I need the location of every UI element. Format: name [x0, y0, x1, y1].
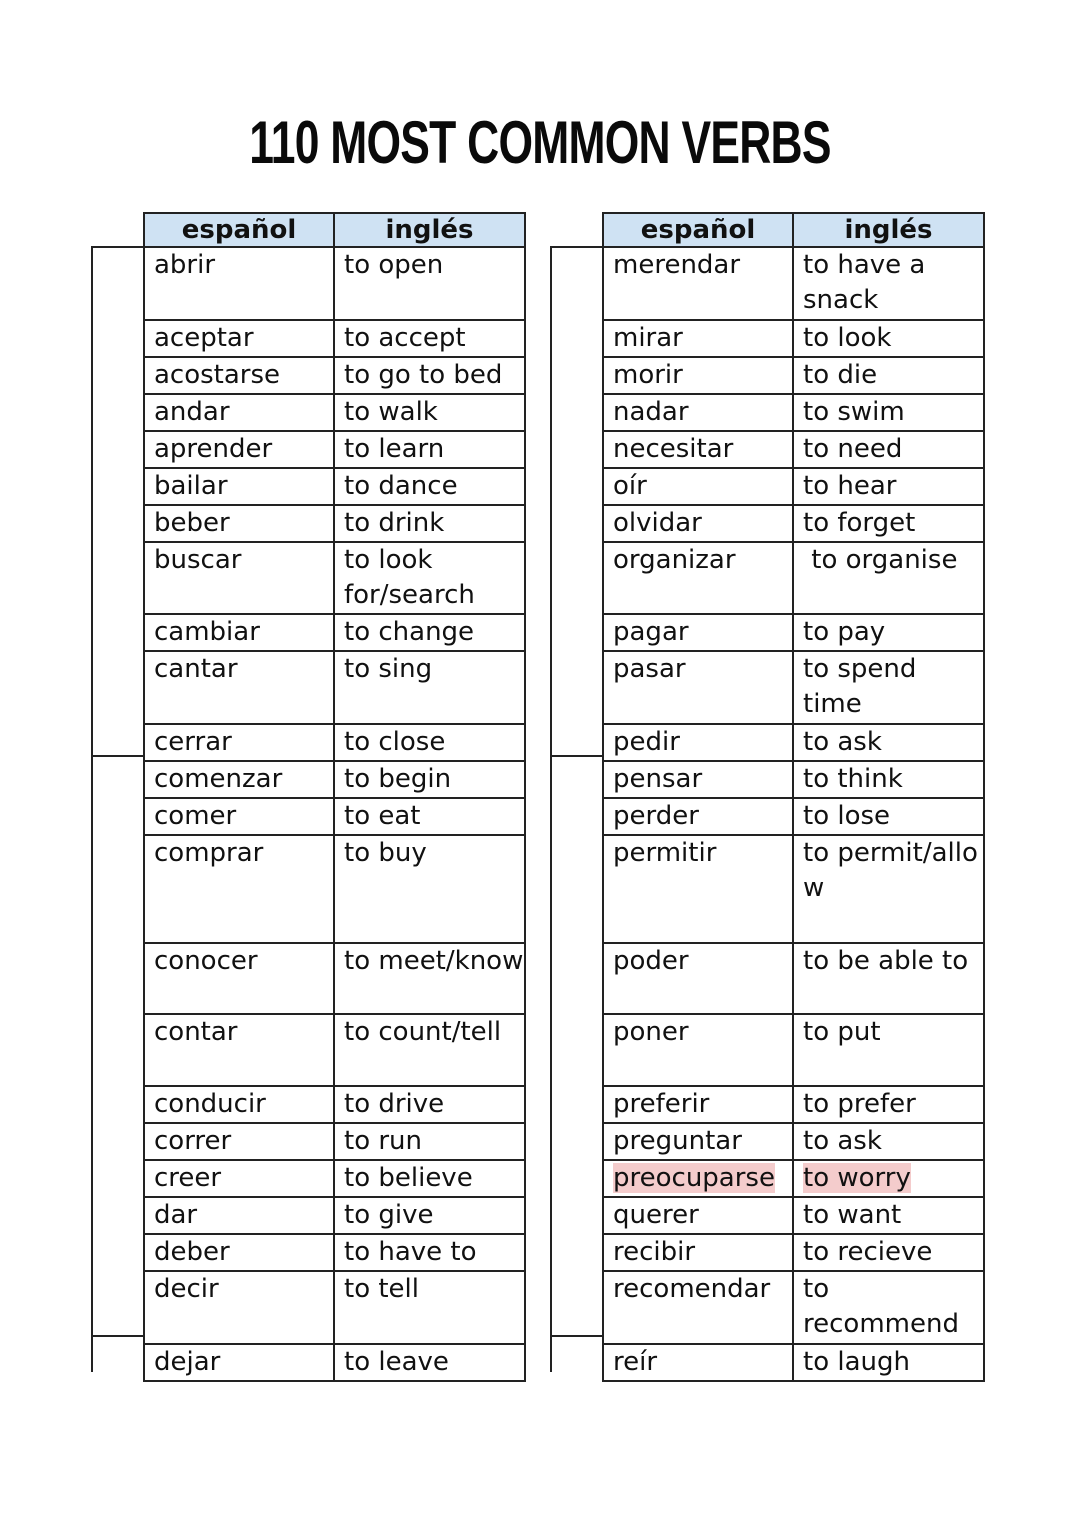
- english-translation: to dance: [334, 468, 525, 505]
- spanish-verb: poner: [603, 1014, 793, 1086]
- table-row: [603, 1234, 984, 1271]
- table-row: [144, 1197, 525, 1234]
- highlighted-text: to worry: [803, 1163, 911, 1193]
- table-row: [603, 247, 984, 320]
- table-row: [144, 761, 525, 798]
- table-row: [144, 542, 525, 614]
- table-row: [603, 542, 984, 614]
- spanish-verb: cantar: [144, 651, 334, 724]
- table-row: [144, 357, 525, 394]
- spanish-verb: deber: [144, 1234, 334, 1271]
- table-row: [144, 651, 525, 724]
- english-translation: to go to bed: [334, 357, 525, 394]
- english-translation: to walk: [334, 394, 525, 431]
- english-translation: to drive: [334, 1086, 525, 1123]
- spanish-verb: abrir: [144, 247, 334, 320]
- table-row: [603, 431, 984, 468]
- spanish-verb: reír: [603, 1344, 793, 1381]
- english-translation: to pay: [793, 614, 984, 651]
- english-translation: to begin: [334, 761, 525, 798]
- english-translation: to sing: [334, 651, 525, 724]
- spanish-verb: comer: [144, 798, 334, 835]
- table-row: [603, 724, 984, 761]
- english-translation: to tell: [334, 1271, 525, 1344]
- spanish-verb: bailar: [144, 468, 334, 505]
- table-row: [603, 943, 984, 1014]
- english-translation: to have a snack: [793, 247, 984, 320]
- spanish-verb: necesitar: [603, 431, 793, 468]
- table-row: [603, 614, 984, 651]
- english-translation: to believe: [334, 1160, 525, 1197]
- header-english: inglés: [334, 213, 525, 247]
- spanish-verb: oír: [603, 468, 793, 505]
- spanish-verb: perder: [603, 798, 793, 835]
- spanish-verb: organizar: [603, 542, 793, 614]
- header-spanish: español: [603, 213, 793, 247]
- table-row: [144, 724, 525, 761]
- english-translation: to swim: [793, 394, 984, 431]
- table-row: [603, 1271, 984, 1344]
- english-translation: to hear: [793, 468, 984, 505]
- english-translation: to meet/know: [334, 943, 525, 1014]
- english-translation: to buy: [334, 835, 525, 943]
- english-translation: to forget: [793, 505, 984, 542]
- spanish-verb: conocer: [144, 943, 334, 1014]
- english-translation: to ask: [793, 1123, 984, 1160]
- english-translation: to organise: [793, 542, 984, 614]
- table-row: [144, 1160, 525, 1197]
- table-row: [144, 614, 525, 651]
- english-translation: to recieve: [793, 1234, 984, 1271]
- spanish-verb: aprender: [144, 431, 334, 468]
- spanish-verb: correr: [144, 1123, 334, 1160]
- verb-table-right: [602, 212, 985, 1382]
- table-row: [144, 468, 525, 505]
- table-row: [603, 1086, 984, 1123]
- table-row: [144, 320, 525, 357]
- table-row: [144, 1344, 525, 1381]
- spanish-verb: pensar: [603, 761, 793, 798]
- english-translation: to leave: [334, 1344, 525, 1381]
- spanish-verb: aceptar: [144, 320, 334, 357]
- table-row: [144, 943, 525, 1014]
- english-translation: to give: [334, 1197, 525, 1234]
- english-translation: to put: [793, 1014, 984, 1086]
- table-row: [603, 357, 984, 394]
- right-margin-divider: [550, 755, 604, 757]
- english-translation: to spend time: [793, 651, 984, 724]
- header-spanish: español: [144, 213, 334, 247]
- table-row: [603, 320, 984, 357]
- spanish-verb: cerrar: [144, 724, 334, 761]
- spanish-verb: comenzar: [144, 761, 334, 798]
- spanish-verb: andar: [144, 394, 334, 431]
- table-row: [603, 1014, 984, 1086]
- english-translation: to laugh: [793, 1344, 984, 1381]
- highlighted-text: preocuparse: [613, 1163, 775, 1193]
- spanish-verb: preguntar: [603, 1123, 793, 1160]
- spanish-verb: pedir: [603, 724, 793, 761]
- english-translation: to look: [793, 320, 984, 357]
- english-translation: to change: [334, 614, 525, 651]
- english-translation: to eat: [334, 798, 525, 835]
- spanish-verb: mirar: [603, 320, 793, 357]
- table-row: [144, 1271, 525, 1344]
- spanish-verb: merendar: [603, 247, 793, 320]
- spanish-verb: nadar: [603, 394, 793, 431]
- english-translation: to prefer: [793, 1086, 984, 1123]
- table-row: [603, 651, 984, 724]
- table-row: [144, 394, 525, 431]
- left-margin-column: [91, 246, 93, 1372]
- left-margin-divider: [91, 755, 145, 757]
- spanish-verb: olvidar: [603, 505, 793, 542]
- spanish-verb: dejar: [144, 1344, 334, 1381]
- spanish-verb: querer: [603, 1197, 793, 1234]
- table-row: [603, 505, 984, 542]
- spanish-verb: preferir: [603, 1086, 793, 1123]
- table-row-highlighted: [603, 1160, 984, 1197]
- spanish-verb: [603, 1160, 793, 1197]
- table-row: [603, 761, 984, 798]
- table-row: [144, 1234, 525, 1271]
- english-translation: to think: [793, 761, 984, 798]
- english-translation: to count/tell: [334, 1014, 525, 1086]
- spanish-verb: dar: [144, 1197, 334, 1234]
- page-title: 110 MOST COMMON VERBS: [249, 109, 831, 176]
- english-translation: to permit/allow: [793, 835, 984, 943]
- english-translation: to open: [334, 247, 525, 320]
- right-margin-divider: [550, 246, 604, 248]
- english-translation: to close: [334, 724, 525, 761]
- table-row: [144, 835, 525, 943]
- english-translation: to have to: [334, 1234, 525, 1271]
- spanish-verb: recomendar: [603, 1271, 793, 1344]
- english-translation: to run: [334, 1123, 525, 1160]
- spanish-verb: creer: [144, 1160, 334, 1197]
- table-row: [144, 1086, 525, 1123]
- english-translation: to look for/search: [334, 542, 525, 614]
- spanish-verb: conducir: [144, 1086, 334, 1123]
- spanish-verb: poder: [603, 943, 793, 1014]
- spanish-verb: decir: [144, 1271, 334, 1344]
- table-header-row: [603, 213, 984, 247]
- english-translation: to die: [793, 357, 984, 394]
- spanish-verb: permitir: [603, 835, 793, 943]
- table-row: [144, 505, 525, 542]
- english-translation: to learn: [334, 431, 525, 468]
- table-row: [603, 468, 984, 505]
- table-row: [144, 798, 525, 835]
- left-margin-divider: [91, 1335, 145, 1337]
- spanish-verb: comprar: [144, 835, 334, 943]
- table-row: [144, 247, 525, 320]
- spanish-verb: cambiar: [144, 614, 334, 651]
- table-row: [603, 1123, 984, 1160]
- table-row: [603, 1344, 984, 1381]
- table-row: [603, 835, 984, 943]
- spanish-verb: beber: [144, 505, 334, 542]
- english-translation: to need: [793, 431, 984, 468]
- right-margin-divider: [550, 1335, 604, 1337]
- left-margin-divider: [91, 246, 145, 248]
- english-translation: to ask: [793, 724, 984, 761]
- english-translation: [793, 1160, 984, 1197]
- table-row: [144, 1014, 525, 1086]
- english-translation: to lose: [793, 798, 984, 835]
- english-translation: to recommend: [793, 1271, 984, 1344]
- table-header-row: [144, 213, 525, 247]
- table-row: [603, 394, 984, 431]
- spanish-verb: buscar: [144, 542, 334, 614]
- spanish-verb: contar: [144, 1014, 334, 1086]
- spanish-verb: recibir: [603, 1234, 793, 1271]
- english-translation: to drink: [334, 505, 525, 542]
- table-row: [603, 1197, 984, 1234]
- spanish-verb: pasar: [603, 651, 793, 724]
- table-row: [144, 1123, 525, 1160]
- table-row: [144, 431, 525, 468]
- spanish-verb: morir: [603, 357, 793, 394]
- table-row: [603, 798, 984, 835]
- spanish-verb: acostarse: [144, 357, 334, 394]
- verb-table-left: [143, 212, 526, 1382]
- right-margin-column: [550, 246, 552, 1372]
- spanish-verb: pagar: [603, 614, 793, 651]
- english-translation: to want: [793, 1197, 984, 1234]
- english-translation: to be able to: [793, 943, 984, 1014]
- english-translation: to accept: [334, 320, 525, 357]
- header-english: inglés: [793, 213, 984, 247]
